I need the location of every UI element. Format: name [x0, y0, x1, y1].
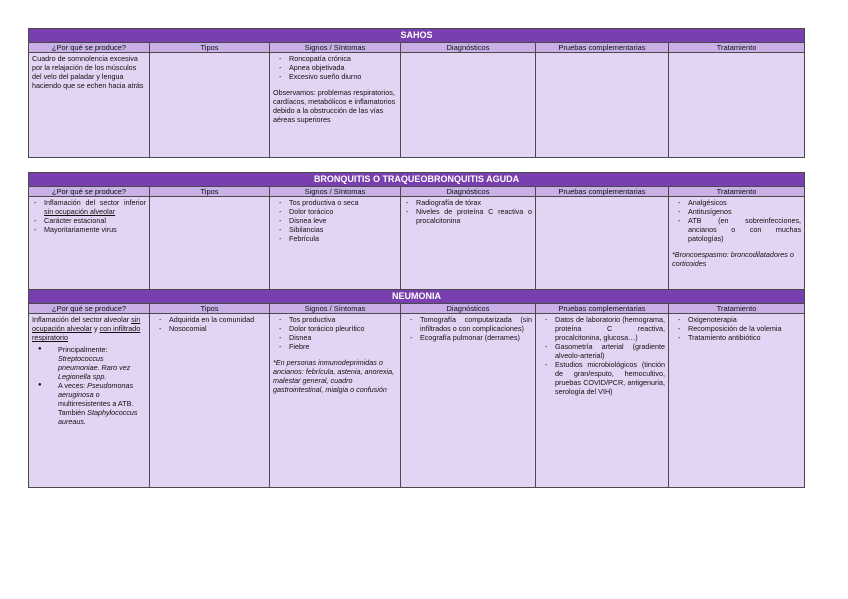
list-item: - Tos productiva o seca: [273, 198, 397, 207]
header-signos: Signos / Síntomas: [270, 187, 401, 197]
header-pruebas: Pruebas complementarias: [536, 187, 669, 197]
sahos-diagnosticos: [401, 53, 536, 158]
header-signos: Signos / Síntomas: [270, 304, 401, 314]
bronquitis-causa: [29, 197, 150, 290]
bronquitis-pruebas: [536, 197, 669, 290]
list-item: - Recomposición de la volemia: [672, 324, 801, 333]
header-tratamiento: Tratamiento: [669, 43, 805, 53]
header-diagnosticos: Diagnósticos: [401, 187, 536, 197]
list-item: - Dolor torácico pleurítico: [273, 324, 397, 333]
list-item: - Dolor torácico: [273, 207, 397, 216]
neumonia-signos: [270, 314, 401, 488]
list-item: - Tratamiento antibiótico: [672, 333, 801, 342]
list-item: - ATB (en sobreinfecciones, ancianos o con muchas patologías): [672, 216, 801, 243]
neumonia-signos-nota: *En personas inmunodeprimidas o ancianos: febrícula, astenia, anorexia, malestar general, cuadro gastrointestinal, mialgia o confusión: [273, 358, 395, 394]
bronquitis-diagnosticos: [401, 197, 536, 290]
header-tratamiento: Tratamiento: [669, 304, 805, 314]
list-item: - Gasometría arterial (gradiente alveolo-arterial): [539, 342, 665, 360]
sahos-causa: [29, 53, 150, 158]
header-pruebas: Pruebas complementarias: [536, 304, 669, 314]
neumonia-tipos: [150, 314, 270, 488]
list-item: - Tomografía computarizada (sin infiltrados o con complicaciones): [404, 315, 532, 333]
neumonia-tratamiento: [669, 314, 805, 488]
header-diagnosticos: Diagnósticos: [401, 304, 536, 314]
header-signos: Signos / Síntomas: [270, 43, 401, 53]
list-item: - Analgésicos: [672, 198, 801, 207]
sahos-tipos: [150, 53, 270, 158]
bronquitis-signos: [270, 197, 401, 290]
sahos-signos: [270, 53, 401, 158]
list-item: - Disnea leve: [273, 216, 397, 225]
neumonia-title: NEUMONIA: [29, 290, 805, 304]
list-item: - Fiebre: [273, 342, 397, 351]
neumonia-pruebas: [536, 314, 669, 488]
list-item: - Datos de laboratorio (hemograma, proteína C reactiva, procalcitonina, glucosa…): [539, 315, 665, 342]
list-item: - Sibilancias: [273, 225, 397, 234]
neumonia-causa: [29, 314, 150, 488]
sahos-table: [28, 28, 805, 158]
bronquitis-neumonia-table: [28, 172, 805, 488]
list-item: - Nosocomial: [153, 324, 266, 333]
header-pruebas: Pruebas complementarias: [536, 43, 669, 53]
sahos-causa-text: Cuadro de somnolencia excesiva por la relajación de los músculos del velo del paladar y lengua haciendo que se echen hacia atrás: [32, 54, 144, 90]
list-item: - Niveles de proteína C reactiva o procalcitonina: [404, 207, 532, 225]
sahos-pruebas: [536, 53, 669, 158]
list-item: - Febrícula: [273, 234, 397, 243]
neumonia-diagnosticos: [401, 314, 536, 488]
list-item: ● A veces: Pseudomonas aeruginosa o multirresistentes a ATB. También Staphylococcus aureaus.: [32, 381, 146, 426]
bronquitis-tratamiento-nota: *Broncoespasmo: broncodilatadores o corticoides: [672, 250, 794, 268]
causa-text: Inflamación del sector inferior: [44, 198, 146, 207]
header-causa: ¿Por qué se produce?: [29, 43, 150, 53]
list-item: - Apnea objetivada: [273, 63, 397, 72]
list-item: - Carácter estacional: [32, 216, 146, 225]
list-item: - Tos productiva: [273, 315, 397, 324]
list-item: ● Principalmente: Streptococcus pneumoniae. Raro vez Legionella spp.: [32, 345, 146, 381]
bronquitis-tratamiento: [669, 197, 805, 290]
list-item: - Antitusígenos: [672, 207, 801, 216]
list-item: - Mayoritariamente virus: [32, 225, 146, 234]
header-tipos: Tipos: [150, 304, 270, 314]
header-tipos: Tipos: [150, 43, 270, 53]
list-item: - Excesivo sueño diurno: [273, 72, 397, 81]
header-causa: ¿Por qué se produce?: [29, 304, 150, 314]
header-tipos: Tipos: [150, 187, 270, 197]
sahos-tratamiento: [669, 53, 805, 158]
causa-underlined: sin ocupación alveolar: [44, 207, 116, 216]
header-diagnosticos: Diagnósticos: [401, 43, 536, 53]
header-tratamiento: Tratamiento: [669, 187, 805, 197]
list-item: [32, 198, 146, 216]
list-item: - Estudios microbiológicos (tinción de gran/esputo, hemocultivo, pruebas COVID/PCR, antigenuria, serología del VIH): [539, 360, 665, 396]
list-item: - Radiografía de tórax: [404, 198, 532, 207]
header-causa: ¿Por qué se produce?: [29, 187, 150, 197]
list-item: - Roncopatía crónica: [273, 54, 397, 63]
sahos-title: SAHOS: [29, 29, 805, 43]
list-item: - Ecografía pulmonar (derrames): [404, 333, 532, 342]
list-item: - Disnea: [273, 333, 397, 342]
bronquitis-title: BRONQUITIS O TRAQUEOBRONQUITIS AGUDA: [29, 173, 805, 187]
list-item: - Oxigenoterapia: [672, 315, 801, 324]
neumonia-causa-text: Inflamación del sector alveolar sin ocupación alveolar y con infiltrado respiratorio: [32, 315, 141, 342]
bronquitis-tipos: [150, 197, 270, 290]
list-item: - Adquirida en la comunidad: [153, 315, 266, 324]
sahos-signos-nota: Observamos: problemas respiratorios, cardíacos, metabólicos e inflamatorios debido a la obstrucción de las vías aéreas superiores: [273, 88, 396, 124]
